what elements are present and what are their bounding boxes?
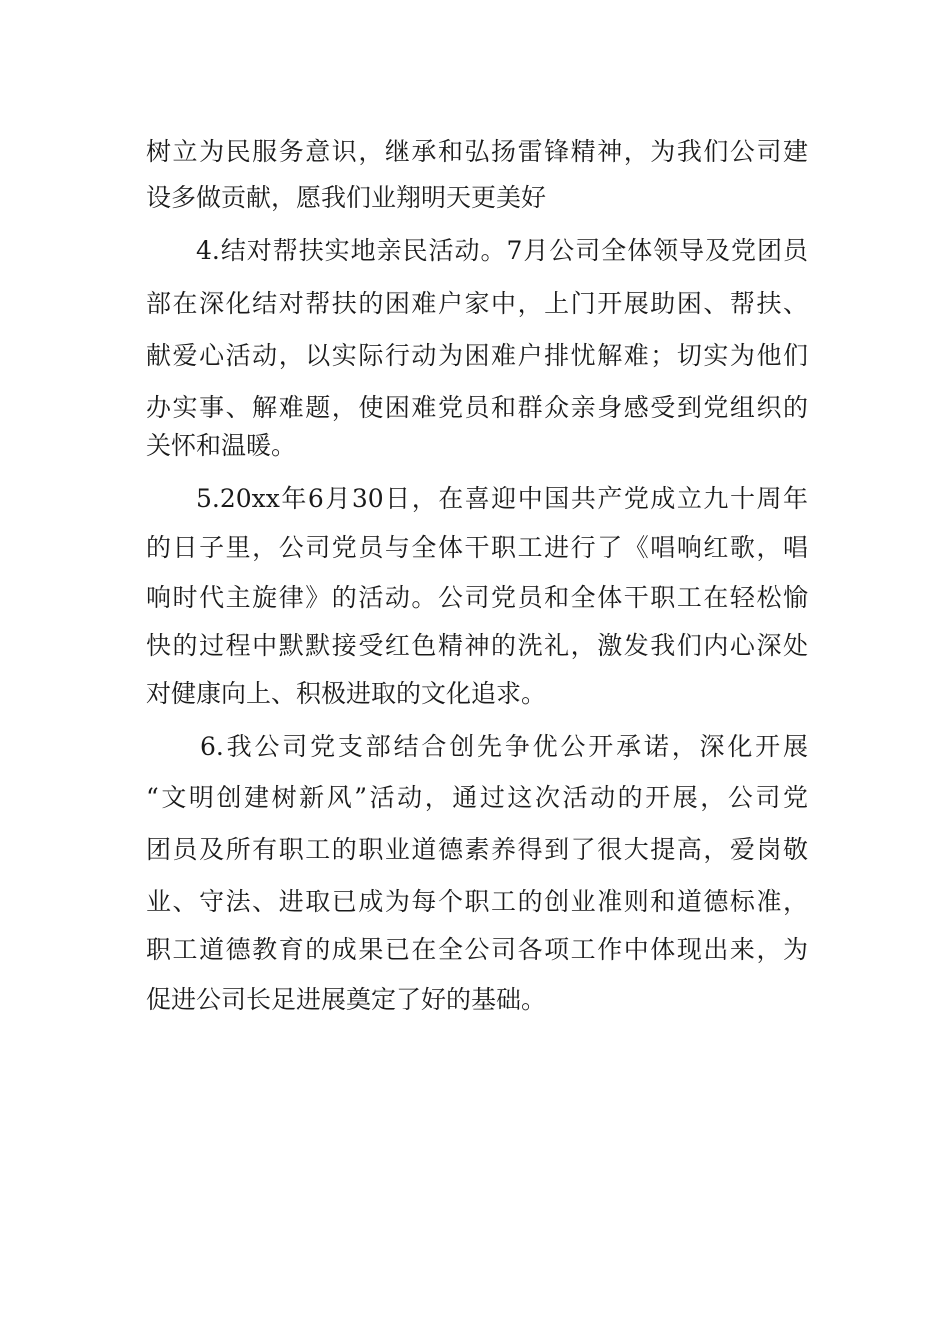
text-line: 快的过程中默默接受红色精神的洗礼，激发我们内心深处 [146, 631, 808, 660]
text-line: 的日子里，公司党员与全体干职工进行了《唱响红歌，唱 [146, 533, 808, 562]
text-line: 献爱心活动，以实际行动为困难户排忧解难；切实为他们 [146, 341, 808, 370]
text-line: 部在深化结对帮扶的困难户家中，上门开展助困、帮扶、 [146, 289, 808, 318]
text-line: 办实事、解难题，使困难党员和群众亲身感受到党组织的 [146, 393, 808, 422]
text-line: 关怀和温暖。 [146, 431, 297, 460]
text-line: 促进公司长足进展奠定了好的基础。 [146, 985, 547, 1014]
text-line: 团员及所有职工的职业道德素养得到了很大提高，爱岗敬 [146, 835, 808, 864]
text-line: 响时代主旋律》的活动。公司党员和全体干职工在轻松愉 [146, 583, 808, 612]
text-line: 职工道德教育的成果已在全公司各项工作中体现出来，为 [146, 935, 808, 964]
text-line: 对健康向上、积极进取的文化追求。 [146, 679, 547, 708]
text-line: 5.20xx年6月30日，在喜迎中国共产党成立九十周年 [196, 484, 808, 513]
text-line: 6.我公司党支部结合创先争优公开承诺，深化开展 [200, 732, 808, 761]
text-line: 树立为民服务意识，继承和弘扬雷锋精神，为我们公司建 [146, 137, 808, 166]
text-line: 4.结对帮扶实地亲民活动。7月公司全体领导及党团员 [196, 236, 808, 265]
text-line: “文明创建树新风”活动，通过这次活动的开展，公司党 [146, 783, 808, 812]
text-line: 设多做贡献，愿我们业翔明天更美好 [146, 183, 547, 212]
text-line: 业、守法、进取已成为每个职工的创业准则和道德标准， [146, 887, 808, 916]
